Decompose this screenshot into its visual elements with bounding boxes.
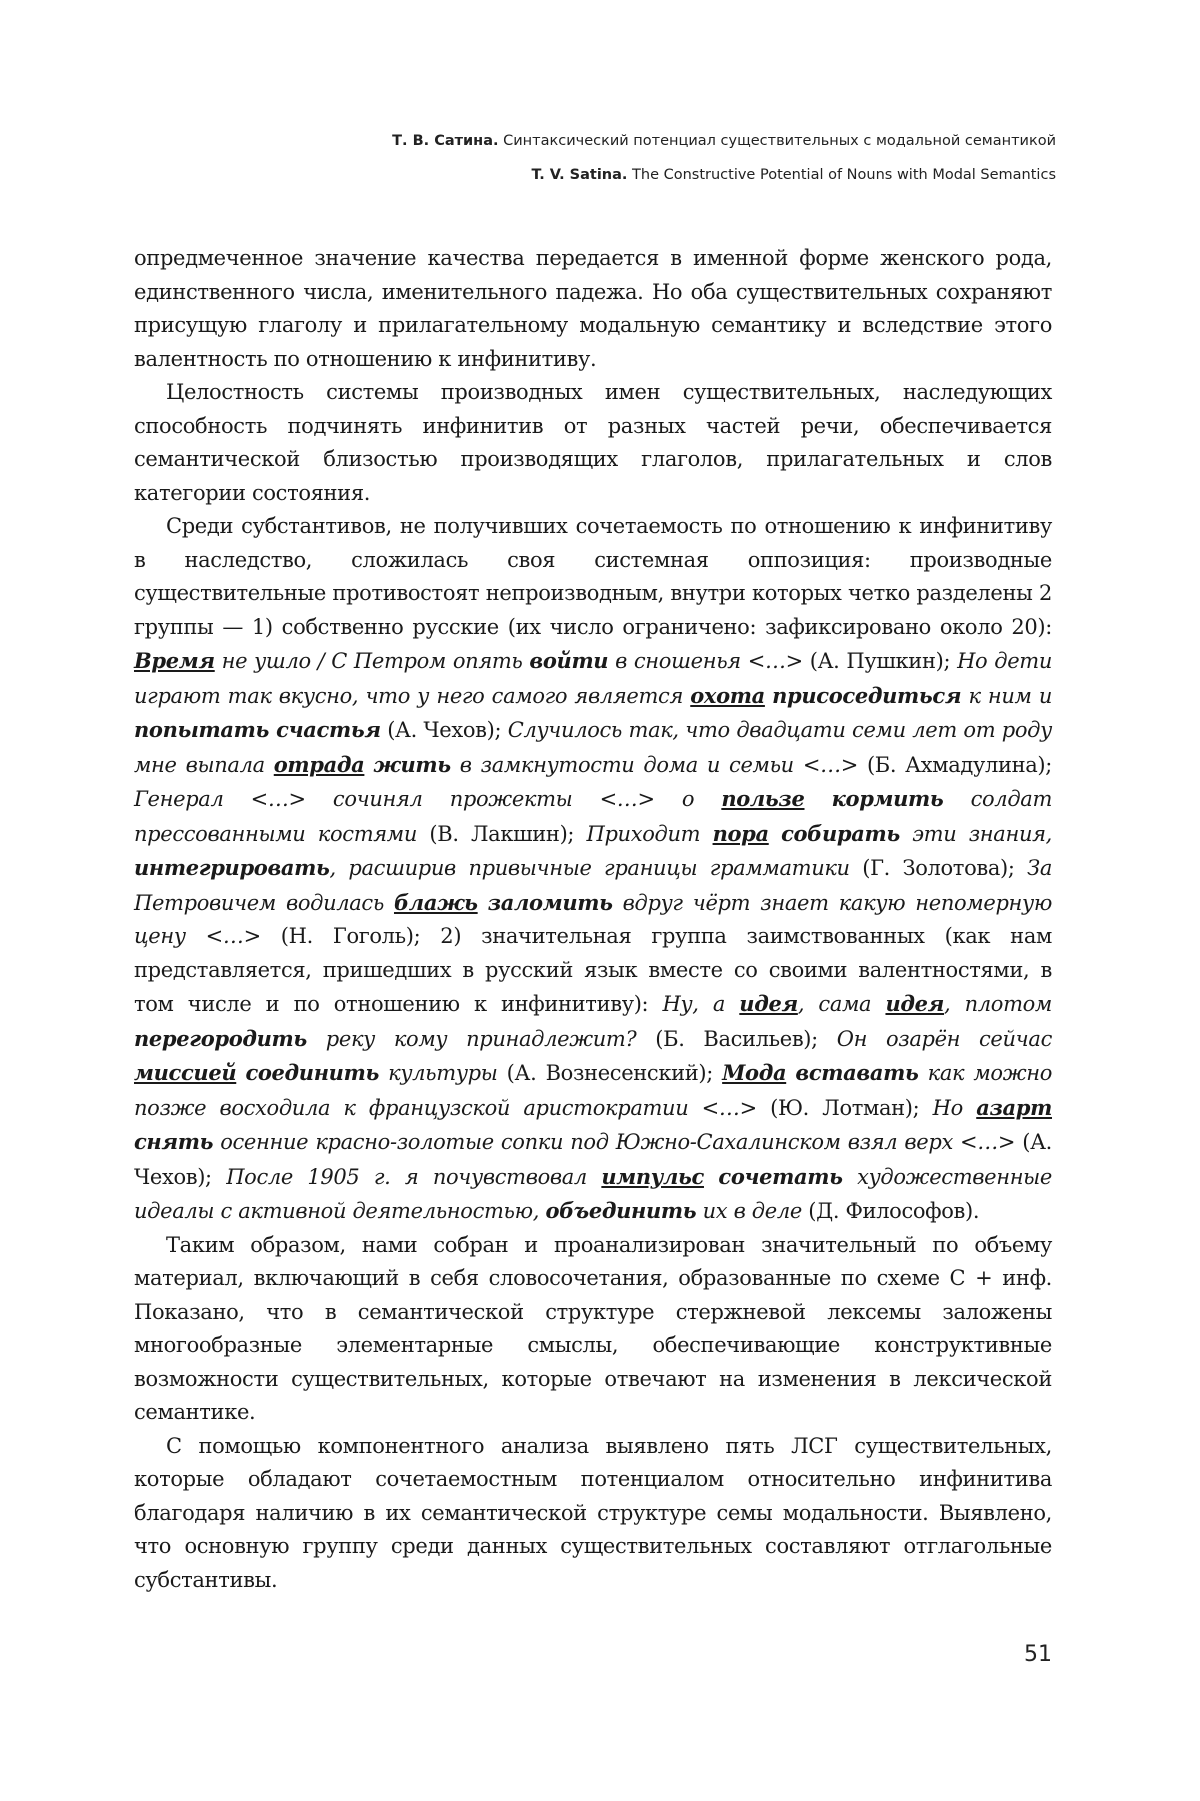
keyword-noun: охота: [690, 682, 765, 708]
paragraph-3: [134, 510, 1052, 1229]
keyword-infinitive: сочетать: [718, 1163, 843, 1189]
keyword-noun: миссией: [134, 1060, 237, 1085]
keyword-infinitive: кормить: [831, 786, 944, 811]
keyword-infinitive: объединить: [545, 1198, 697, 1223]
keyword-infinitive: войти: [529, 648, 609, 673]
paragraph-1: опредмеченное значение качества передается в именной форме женского рода, единственного числа, именительного падежа. Но оба существительных сохраняют присущую глаголу и прилагательному модальную семантику и вследствие этого валентность по отношению к инфинитиву.: [134, 246, 1052, 371]
keyword-infinitive: заломить: [487, 889, 613, 915]
example-quote: За Петровичем водилась: [134, 856, 1052, 915]
p3-text: (Б. Васильев);: [636, 1026, 837, 1051]
p3-text: (Ю. Лотман);: [756, 1095, 933, 1120]
running-head: [156, 124, 1056, 192]
paragraph-4: Таким образом, нами собран и проанализирован значительный по объему материал, включающий в себя словосочетания, образованные по схеме С + инф. Показано, что в семантической структуре стержневой лексемы заложены многообразные элементарные смыслы, обеспечивающие конструктивные возможности существительных, которые отвечают на изменения в лексической семантике.: [134, 1232, 1052, 1424]
example-quote: солдат прессованными костями: [134, 787, 1053, 846]
p3-text: (А. Чехов);: [380, 718, 508, 742]
example-quote: Генерал <…> сочинял прожекты <…> о: [134, 787, 722, 811]
example-quote: Приходит: [586, 821, 713, 846]
p3-text: (Б. Ахмадулина);: [857, 752, 1052, 777]
example-quote: , плотом: [944, 992, 1052, 1016]
example-quote: [478, 891, 488, 915]
keyword-noun: Время: [134, 648, 215, 673]
p3-text: (А. Пушкин);: [802, 649, 958, 673]
running-head-en: [156, 158, 1056, 192]
example-quote: не ушло / С Петром опять: [214, 649, 530, 673]
example-quote: к ним и: [961, 683, 1053, 708]
example-quote: , расширив привычные границы грамматики: [329, 856, 850, 880]
example-quote: их в деле: [696, 1199, 802, 1223]
keyword-infinitive: попытать счастья: [134, 717, 381, 742]
p3-text: (В. Лакшин);: [417, 821, 587, 846]
keyword-noun: импульс: [601, 1163, 704, 1189]
example-quote: [704, 1165, 718, 1189]
p3-text: Среди субстантивов, не получивших сочетаемость по отношению к инфинитиву в наследство, сложилась своя системная оппозиция: производные существительные противостоят непроизводным, внутри которых четко разделены 2 группы — 1) собственно русские (их число ограничено: зафиксировано около 20):: [134, 514, 1052, 639]
p3-text: (А. Чехов);: [134, 1130, 1052, 1189]
example-quote: После 1905 г. я почувствовал: [226, 1164, 602, 1189]
running-head-ru: [156, 124, 1056, 158]
p3-text: (Н. Гоголь); 2) значительная группа заимствованных (как нам представляется, пришедших в русский язык вместе со своими валентностями, в том числе и по отношению к инфинитиву):: [134, 924, 1052, 1016]
keyword-infinitive: соединить: [245, 1060, 379, 1085]
keyword-noun: идея: [739, 991, 798, 1016]
keyword-infinitive: собирать: [781, 820, 900, 846]
keyword-noun: азарт: [976, 1094, 1052, 1120]
keyword-infinitive: присоседиться: [772, 682, 962, 708]
keyword-noun: идея: [885, 991, 945, 1016]
keyword-noun: пользе: [721, 786, 805, 811]
example-quote: [805, 787, 832, 811]
example-quote: Но: [932, 1095, 977, 1120]
p3-text: (Г. Золотова);: [849, 856, 1028, 880]
example-quote: вдруг чёрт знает какую непомерную цену <…>: [134, 890, 1052, 948]
body-text: [134, 242, 1052, 1597]
example-quote: Он озарён сейчас: [836, 1026, 1052, 1051]
keyword-noun: пора: [712, 820, 769, 846]
keyword-noun: блажь: [393, 889, 478, 915]
keyword-infinitive: снять: [134, 1129, 214, 1154]
example-quote: , сама: [797, 992, 886, 1016]
keyword-noun: Мода: [722, 1060, 787, 1085]
keyword-infinitive: перегородить: [134, 1025, 307, 1051]
p3-text: (А. Вознесенский);: [497, 1061, 723, 1085]
example-quote: [769, 822, 781, 846]
example-quote: культуры: [378, 1061, 498, 1085]
keyword-infinitive: интегрировать: [134, 855, 330, 880]
example-quote: осенние красно-золотые сопки под Южно-Сахалинском взял верх <…>: [213, 1130, 1016, 1154]
running-head-ru-author: Т. В. Сатина.: [392, 133, 499, 149]
example-quote: в сношенья <…>: [608, 649, 803, 673]
example-quote: [786, 1061, 795, 1085]
running-head-en-title: The Constructive Potential of Nouns with Modal Semantics: [632, 167, 1056, 183]
example-quote: в замкнутости дома и семьи <…>: [450, 752, 858, 777]
example-quote: Случилось так, что двадцати семи лет от роду мне выпала: [134, 718, 1052, 777]
keyword-infinitive: жить: [373, 751, 451, 777]
running-head-ru-title: Синтаксический потенциал существительных с модальной семантикой: [503, 133, 1056, 149]
example-quote: Но дети играют так вкусно, что у него самого является: [134, 649, 1053, 708]
p3-text: (Д. Философов).: [801, 1199, 980, 1223]
paragraph-2: Целостность системы производных имен существительных, наследующих способность подчинять инфинитив от разных частей речи, обеспечивается семантической близостью производящих глаголов, прилагательных и слов категории состояния.: [134, 380, 1052, 505]
keyword-noun: отрада: [273, 751, 365, 777]
example-quote: Ну, а: [662, 992, 740, 1016]
example-quote: реку кому принадлежит?: [306, 1026, 637, 1051]
example-quote: эти знания,: [899, 821, 1052, 846]
paragraph-5: С помощью компонентного анализа выявлено пять ЛСГ существительных, которые обладают сочетаемостным потенциалом относительно инфинитива благодаря наличию в их семантической структуре семы модальности. Выявлено, что основную группу среди данных существительных составляют отглагольные субстантивы.: [134, 1433, 1052, 1592]
example-quote: художественные идеалы с активной деятельностью,: [134, 1164, 1053, 1223]
keyword-infinitive: вставать: [795, 1060, 919, 1085]
example-quote: как можно позже восходила к французской аристократии <…>: [134, 1061, 1052, 1120]
running-head-en-author: T. V. Satina.: [531, 167, 628, 183]
page-number: 51: [1024, 1642, 1052, 1667]
